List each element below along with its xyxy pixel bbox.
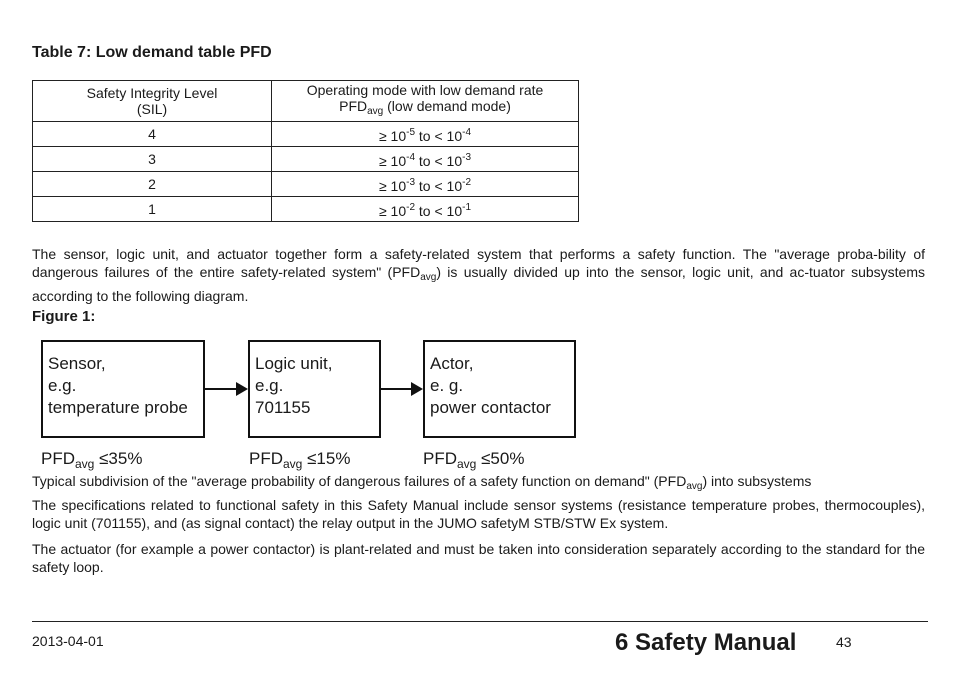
logic-unit-pfd-label: $PFD_{avg} \le 15\%$ xyxy=(249,449,351,471)
pfd-range-cell: ≥ $10^{-4}$ to < $10^{-3}$ xyxy=(272,147,579,172)
sensor-pfd-label: $PFD_{avg} \le 35\%$ xyxy=(41,449,143,471)
table-title: Table 7: Low demand table PFD xyxy=(32,44,272,61)
actor-pfd-label: $PFD_{avg} \le 50\%$ xyxy=(423,449,525,471)
chapter-title: 6 Safety Manual xyxy=(615,629,797,656)
arrow-icon xyxy=(381,382,423,396)
actuator-paragraph: The actuator (for example a power contactor) is plant-related and must be taken into consideration separately according to the standard for the safety loop. xyxy=(32,541,925,575)
pfd-range-cell: ≥ $10^{-5}$ to < $10^{-4}$ xyxy=(272,122,579,147)
sil-cell: 4 xyxy=(33,122,272,147)
footer-date: 2013-04-01 xyxy=(32,633,104,649)
pfd-range-cell: ≥ $10^{-2}$ to < $10^{-1}$ xyxy=(272,197,579,222)
header-sil: Safety Integrity Level (SIL) xyxy=(33,81,272,122)
logic-unit-box: Logic unit, e.g. 701155 xyxy=(248,340,381,438)
header-operating-mode: Operating mode with low demand rate $PFD_{avg}$ (low demand mode) xyxy=(272,81,579,122)
footer-divider xyxy=(32,621,928,622)
sil-cell: 3 xyxy=(33,147,272,172)
intro-paragraph: The sensor, logic unit, and actuator together form a safety-related system that performs a safety function. The "average proba-bility of dangerous failures of the entire safety-related system" $(PFD_{avg})$ is usually divided up into the sensor, logic unit, and ac-tuator subsystems according to the following diagram. xyxy=(32,246,925,304)
figure-caption: Typical subdivision of the "average probability of dangerous failures of a safety function on demand" $(PFD_{avg})$ into subsystems xyxy=(32,473,812,492)
pfd-range-cell: ≥ $10^{-3}$ to < $10^{-2}$ xyxy=(272,172,579,197)
actor-box: Actor, e. g. power contactor xyxy=(423,340,576,438)
figure-label: Figure 1: xyxy=(32,308,96,325)
specifications-paragraph: The specifications related to functional safety in this Safety Manual include sensor systems (resistance temperature probes, thermocouples), logic unit (701155), and (as signal contact) the relay output in the JUMO safetyM STB/STW Ex system. xyxy=(32,497,925,531)
sil-cell: 2 xyxy=(33,172,272,197)
page-number: 43 xyxy=(836,634,852,650)
sil-cell: 1 xyxy=(33,197,272,222)
arrow-icon xyxy=(205,382,248,396)
sensor-box: Sensor, e.g. temperature probe xyxy=(41,340,205,438)
